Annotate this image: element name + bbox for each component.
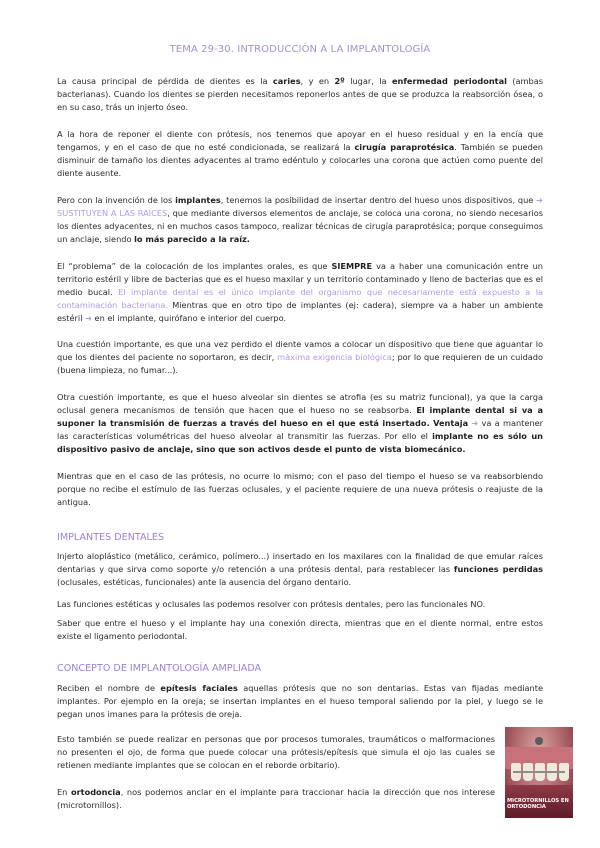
p1-run-5: enfermedad periodontal [391,76,507,86]
p2-run-1: cirugía paraprotésica [354,142,455,152]
paragraph-definition [57,550,543,589]
p1-run-1: caries [272,76,301,86]
p4-run-4: Mientras que en otro tipo de implantes (ej: cadera), siempre va a haber un ambiente estéril [57,300,543,323]
p4-run-5: ➜ [85,313,92,323]
p13-run-1: ortodoncia [71,787,121,797]
p1-run-3: 2º [334,76,345,86]
paragraph-eye [57,733,495,772]
photo-caption: MICROTORNILLOS EN ORTODONCIA [507,798,569,810]
p4-run-3: El implante dental es el único implante del organismo que necesariamente está expuesto a la contaminación bacteriana. [57,287,543,310]
paragraph-prosthesis [57,128,543,180]
p8-run-0: Injerto aloplástico (metálico, cerámico, polímero...) insertado en los maxilares con la finalidad de que emular raíces dentarias y que sirva como soporte y/o retención a una prótesis dental, para restablecer las [57,551,543,574]
p6-run-4: va a mantener las características volumétricas del hueso alveolar al transmitir las fuerzas. Por ello el [57,418,543,441]
p6-run-5: implante no es sólo un dispositivo pasivo de anclaje, sino que son activos desde el punto de vista biomecánico. [57,431,543,454]
p2-run-0: A la hora de reponer el diente con prótesis, nos tenemos que apoyar en el hueso residual y en la encía que tengamos, y en el caso de que no esté condicionada, se realizará la [57,129,543,152]
p11-run-1: epítesis faciales [160,683,238,693]
paragraph-implants-invention [57,194,543,246]
p8-run-2: (oclusales, estéticas, funcionales) ante la ausencia del órgano dentario. [57,577,352,587]
p3-run-0: Pero con la invención de los [57,195,176,205]
p13-run-2: , nos podemos anclar en el implante para traccionar hacia la dirección que nos interese (microtornillos). [57,787,495,810]
paragraph-epitesis [57,682,543,721]
p1-run-0: La causa principal de pérdida de dientes es la [57,76,273,86]
microtornillos-photo [505,727,573,818]
p6-run-1: El implante dental si va a suponer la transmisión de fuerzas a través del hueso en el que está insertado. Ventaja [57,405,543,428]
p4-run-6: en el implante, quirófano e interior del cuerpo. [91,313,287,323]
p11-run-2: aquellas prótesis que no son dentarias. Estas van fijadas mediante implantes. Por ejemplo en la oreja; se insertan implantes en el hueso temporal saliendo por la piel, y luego se le pegan unos imanes para la prótesis de oreja. [57,683,543,719]
p6-run-3: ➜ [471,418,479,428]
p3-run-3: ➜ SUSTITUYEN A LAS RAÍCES [57,195,543,218]
paragraph-biological-demand [57,338,543,377]
p4-run-0: El “problema” de la colocación de los implantes orales, es que [57,261,332,271]
p8-run-1: funciones perdidas [453,564,543,574]
paragraph-orthodontics [57,786,495,812]
p3-run-4: , que mediante diversos elementos de anclaje, se coloca una corona, no siendo necesarios los dientes adyacentes, ni en muchos casos tampoco, realizar técnicas de cirugía paraprotésica; porque conseguimos un anclaje, siendo [57,208,543,244]
p5-run-2: ; por lo que requieren de un cuidado (buena limpieza, no fumar...). [57,352,543,375]
section-heading-concepto: CONCEPTO DE IMPLANTOLOGÍA AMPLIADA [57,663,262,674]
paragraph-causes [57,75,543,114]
p5-run-1: máxima exigencia biológica [277,352,392,362]
paragraph-problem [57,260,543,325]
paragraph-functions [57,598,543,611]
p9-run-0: Las funciones estéticas y oclusales las podemos resolver con prótesis dentales, pero las funcionales NO. [57,599,486,609]
paragraph-prosthesis-resorption [57,470,543,509]
p12-run-0: Esto también se puede realizar en personas que por procesos tumorales, traumáticos o malformaciones no presenten el ojo, de forma que puede colocar una prótesis/epítesis que simula el ojo las cuales se retienen mediante implantes que se colocan en el reborde orbitario). [57,734,495,770]
screw-icon [535,737,543,745]
p13-run-0: En [57,787,71,797]
p3-run-2: , tenemos la posibilidad de insertar dentro del hueso unos dispositivos, que [220,195,537,205]
p3-run-1: implantes [175,195,221,205]
p11-run-0: Reciben el nombre de [57,683,161,693]
p7-run-0: Mientras que en el caso de las prótesis, no ocurre lo mismo; con el paso del tiempo el hueso se va reabsorbiendo porque no recibe el estímulo de las fuerzas oclusales, y el paciente requiere de una nueva prótesis o reajuste de la antigua. [57,471,543,507]
paragraph-alveolar-bone [57,391,543,456]
p1-run-4: lugar, la [344,76,392,86]
p5-run-0: Una cuestión importante, es que una vez perdido el diente vamos a colocar un dispositivo que tiene que aguantar lo que los dientes del paciente no soportaron, es decir, [57,339,543,362]
paragraph-connection [57,617,543,643]
p10-run-0: Saber que entre el hueso y el implante hay una conexión directa, mientras que en el diente normal, entre estos existe el ligamento periodontal. [57,618,543,641]
p2-run-2: . También se pueden disminuir de tamaño los dientes adyacentes al tramo edéntulo y colocarles una corona que actúen como puente del diente ausente. [57,142,543,178]
p6-run-0: Otra cuestión importante, es que el hueso alveolar sin dientes se atrofia (es su matriz funcional), ya que la carga oclusal genera mecanismos de tensión que hacen que el hueso no se reabsorba. [57,392,543,415]
section-heading-implantes: IMPLANTES DENTALES [57,532,165,543]
p3-run-5: lo más parecido a la raíz. [134,234,250,244]
p1-run-2: , y en [300,76,335,86]
p4-run-2: va a haber una comunicación entre un territorio estéril y libre de bacterias que es el hueso maxilar y un territorio contaminado y lleno de bacterias que es el medio bucal. [57,261,543,297]
p1-run-6: (ambas bacterianas). Cuando los dientes se pierden necesitamos reponerlos antes de que se produzca la reabsorción ósea, o en su caso, trás un injerto óseo. [57,76,543,112]
p4-run-1: SIEMPRE [331,261,373,271]
page-title: TEMA 29-30. INTRODUCCIÓN A LA IMPLANTOLOGÍA [169,44,431,55]
